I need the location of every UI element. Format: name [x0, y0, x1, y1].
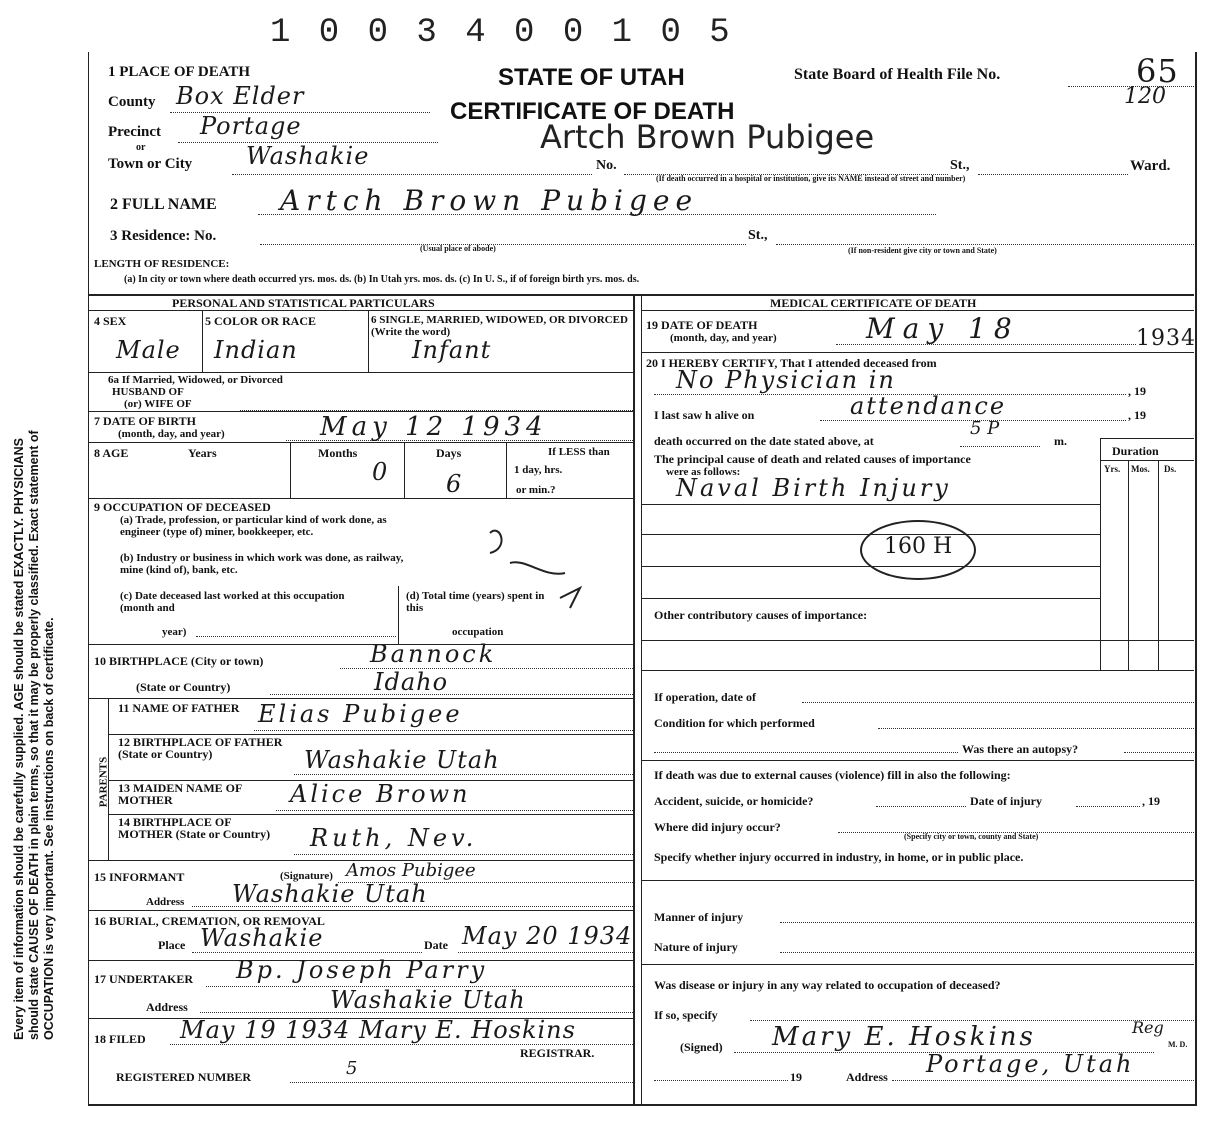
last-saw-value: attendance: [850, 392, 1007, 420]
other-causes-label: Other contributory causes of importance:: [654, 608, 868, 622]
file-label: State Board of Health File No.: [794, 66, 1001, 83]
attended-year: , 19: [1128, 384, 1146, 398]
age-months-value: 0: [372, 458, 389, 486]
town-label: Town or City: [108, 156, 193, 172]
bottom-year: 19: [790, 1070, 802, 1084]
occupation-year: year): [162, 626, 187, 638]
duration-label: Duration: [1112, 444, 1159, 458]
hospital-note: (If death occurred in a hospital or institution, give its NAME instead of street and number): [656, 174, 966, 183]
undertaker-address-label: Address: [146, 1000, 188, 1014]
address-value: Portage, Utah: [926, 1050, 1135, 1078]
address-label: Address: [846, 1070, 888, 1084]
occupation-dash-b: [510, 562, 565, 574]
less-min-label: or min.?: [516, 484, 556, 496]
birthplace-state-value: Idaho: [374, 668, 449, 696]
burial-date-value: May 20 1934: [462, 922, 633, 950]
spouse-label-2: HUSBAND OF: [112, 386, 184, 398]
full-name-label: 2 FULL NAME: [110, 196, 217, 213]
precinct-label: Precinct: [108, 124, 162, 140]
autopsy-label: Was there an autopsy?: [962, 742, 1079, 756]
state-title: STATE OF UTAH: [498, 64, 685, 91]
birthplace-state-label: (State or Country): [136, 680, 231, 694]
cause-value: Naval Birth Injury: [676, 474, 951, 502]
mother-label: 13 MAIDEN NAME OF MOTHER: [118, 781, 242, 807]
occupation-label: 9 OCCUPATION OF DECEASED: [94, 500, 271, 514]
condition-label: Condition for which performed: [654, 716, 815, 730]
precinct-value: Portage: [200, 112, 302, 140]
father-label: 11 NAME OF FATHER: [118, 701, 240, 715]
side-line-2: should state CAUSE OF DEATH in plain terms, so that it may be properly classified. Exact statement of: [27, 430, 41, 1040]
mother-birthplace-value: Ruth, Nev.: [310, 824, 478, 852]
where-note: (Specify city or town, county and State): [904, 832, 1039, 841]
or-label: or: [136, 142, 146, 153]
parents-label: PARENTS: [97, 756, 110, 808]
dod-year: 1934: [1136, 326, 1196, 351]
occupation-dash-marks: [470, 518, 600, 618]
file-sub-number: 120: [1124, 84, 1166, 109]
length-label: LENGTH OF RESIDENCE:: [94, 258, 230, 270]
md-label: M. D.: [1168, 1040, 1188, 1049]
specify-label: Specify whether injury occurred in industry, in home, or in public place.: [654, 850, 1024, 864]
father-birthplace-value: Washakie Utah: [304, 746, 500, 774]
nonres-note: (If non-resident give city or town and State): [848, 246, 997, 255]
certificate-title: CERTIFICATE OF DEATH: [450, 98, 735, 125]
accident-label: Accident, suicide, or homicide?: [654, 794, 814, 808]
abode-note: (Usual place of abode): [420, 244, 496, 253]
mother-birthplace-label: 14 BIRTHPLACE OF MOTHER (State or Country): [118, 815, 271, 841]
name-annotation: Artch Brown Pubigee: [540, 118, 875, 156]
color-label: 5 COLOR OR RACE: [205, 314, 317, 328]
no-label: No.: [596, 158, 617, 173]
filed-label: 18 FILED: [94, 1032, 146, 1046]
color-value: Indian: [214, 336, 298, 364]
spouse-label-3: (or) WIFE OF: [124, 398, 192, 410]
attended-value: No Physician in: [676, 366, 896, 394]
birthplace-value: Bannock: [370, 640, 497, 668]
manner-label: Manner of injury: [654, 910, 744, 924]
duration-mos: Mos.: [1131, 464, 1150, 474]
occurred-label: death occurred on the date stated above, at: [654, 434, 874, 448]
occupation-b: (b) Industry or business in which work was done, as railway, mine (kind of), bank, etc.: [120, 552, 404, 576]
registrar-label: REGISTRAR.: [520, 1046, 595, 1060]
marital-value: Infant: [412, 336, 492, 364]
external-label: If death was due to external causes (violence) fill in also the following:: [654, 768, 1011, 782]
occupation-dash-c: [560, 588, 580, 608]
less-than-label: If LESS than: [548, 446, 610, 458]
undertaker-value: Bp. Joseph Parry: [236, 956, 488, 984]
if-so-label: If so, specify: [654, 1008, 718, 1022]
duration-yrs: Yrs.: [1104, 464, 1121, 474]
residence-st-label: St.,: [748, 228, 768, 243]
age-days-value: 6: [446, 470, 463, 498]
registered-number-value: 5: [346, 1058, 358, 1079]
less-day-label: 1 day, hrs.: [514, 464, 563, 476]
full-name-value: Artch Brown Pubigee: [280, 184, 699, 217]
signed-value: Mary E. Hoskins: [772, 1022, 1036, 1052]
years-label: Years: [188, 446, 217, 460]
mother-value: Alice Brown: [290, 780, 471, 808]
length-line: (a) In city or town where death occurred yrs. mos. ds. (b) In Utah yrs. mos. ds. (c) In U. S., if of foreign birth yrs. mos. ds.: [124, 274, 640, 285]
burial-place-label: Place: [158, 938, 186, 952]
injury-date-label: Date of injury: [970, 794, 1042, 808]
st-label: St.,: [950, 158, 970, 173]
burial-date-label: Date: [424, 938, 448, 952]
dob-label-2: (month, day, and year): [118, 428, 225, 440]
m-label: m.: [1054, 434, 1067, 448]
occupation-d-2: occupation: [452, 626, 504, 638]
file-number: 65: [1136, 52, 1179, 90]
occupation-d: (d) Total time (years) spent in this: [406, 590, 545, 614]
undertaker-label: 17 UNDERTAKER: [94, 972, 194, 986]
signed-label: (Signed): [680, 1040, 723, 1054]
dob-label-1: 7 DATE OF BIRTH: [94, 414, 196, 428]
operation-label: If operation, date of: [654, 690, 756, 704]
father-value: Elias Pubigee: [258, 700, 463, 728]
side-line-1: Every item of information should be carefully supplied. AGE should be stated EXACTLY. PHYSICIANS: [12, 438, 26, 1040]
duration-ds: Ds.: [1164, 464, 1177, 474]
occupation-dash-a: [490, 531, 502, 553]
spouse-label-1: 6a If Married, Widowed, or Divorced: [108, 374, 283, 386]
cause-label-2: were as follows:: [666, 466, 741, 478]
last-saw-year: , 19: [1128, 408, 1146, 422]
nature-label: Nature of injury: [654, 940, 738, 954]
document-number: 1 0 0 3 4 0 0 1 0 5: [270, 14, 734, 52]
informant-label: 15 INFORMANT: [94, 870, 185, 884]
occupation-c: (c) Date deceased last worked at this occupation (month and: [120, 590, 345, 614]
dod-value: May 18: [866, 312, 1020, 345]
burial-label: 16 BURIAL, CREMATION, OR REMOVAL: [94, 914, 325, 928]
time-value: 5 P: [970, 418, 1000, 439]
medical-header: MEDICAL CERTIFICATE OF DEATH: [770, 296, 977, 310]
age-label: 8 AGE: [94, 446, 129, 460]
dod-label-1: 19 DATE OF DEATH: [646, 318, 758, 332]
informant-value: Amos Pubigee: [346, 860, 476, 881]
dob-value: May 12 1934: [320, 412, 548, 442]
filed-value: May 19 1934 Mary E. Hoskins: [180, 1016, 576, 1044]
place-label: 1 PLACE OF DEATH: [108, 64, 251, 80]
sex-label: 4 SEX: [94, 314, 127, 328]
marital-label: 6 SINGLE, MARRIED, WIDOWED, OR DIVORCED (Write the word): [371, 314, 628, 338]
signed-title: Reg: [1132, 1018, 1164, 1037]
personal-header: PERSONAL AND STATISTICAL PARTICULARS: [172, 296, 435, 310]
cause-label-1: The principal cause of death and related causes of importance: [654, 452, 971, 466]
occupation-a: (a) Trade, profession, or particular kind of work done, as engineer (type of) miner, bookkeeper, etc.: [120, 514, 387, 538]
residence-label: 3 Residence: No.: [110, 228, 217, 244]
town-value: Washakie: [246, 142, 370, 170]
side-instructions: [12, 40, 57, 1040]
months-label: Months: [318, 446, 358, 460]
where-label: Where did injury occur?: [654, 820, 781, 834]
occupation-related-label: Was disease or injury in any way related to occupation of deceased?: [654, 978, 1001, 992]
undertaker-address-value: Washakie Utah: [330, 986, 526, 1014]
informant-address-value: Washakie Utah: [232, 880, 428, 908]
informant-signature-label: (Signature): [280, 870, 333, 882]
sex-value: Male: [116, 336, 181, 364]
registered-number-label: REGISTERED NUMBER: [116, 1070, 252, 1084]
burial-place-value: Washakie: [200, 924, 324, 952]
code-value: 160 H: [884, 534, 953, 559]
father-birthplace-label: 12 BIRTHPLACE OF FATHER (State or Country): [118, 735, 283, 761]
informant-address-label: Address: [146, 896, 185, 908]
days-label: Days: [436, 446, 462, 460]
injury-date-year: , 19: [1142, 794, 1160, 808]
last-saw-label: I last saw h alive on: [654, 408, 755, 422]
county-label: County: [108, 94, 156, 110]
side-line-3: OCCUPATION is very important. See instructions on back of certificate.: [42, 617, 56, 1040]
birthplace-label: 10 BIRTHPLACE (City or town): [94, 654, 264, 668]
certify-label: 20 I HEREBY CERTIFY, That I attended deceased from: [646, 356, 937, 370]
dod-label-2: (month, day, and year): [670, 332, 777, 344]
county-value: Box Elder: [176, 82, 305, 110]
ward-label: Ward.: [1130, 158, 1171, 174]
